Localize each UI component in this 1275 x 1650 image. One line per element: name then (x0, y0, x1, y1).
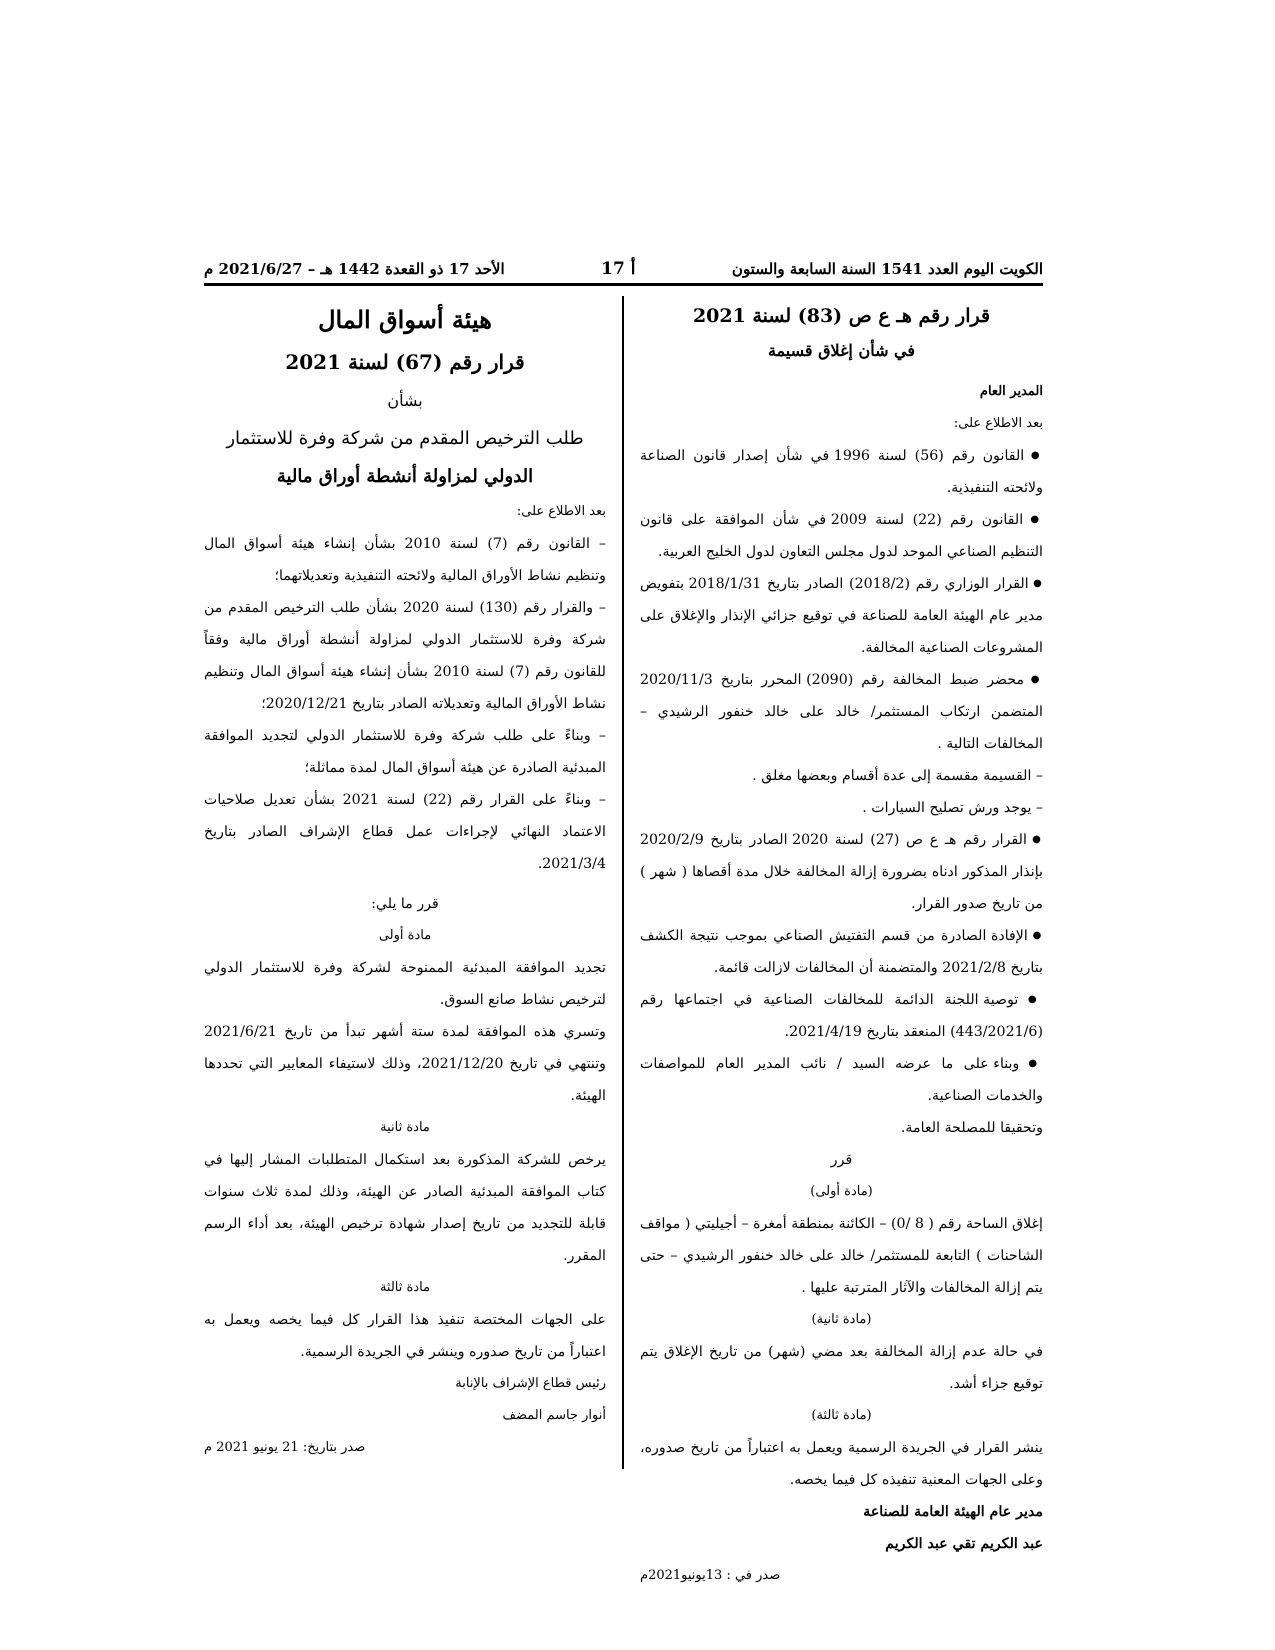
review-item: – وبناءً على طلب شركة وفرة للاستثمار الدولي لتجديد الموافقة المبدئية الصادرة عن هيئة أسواق المال لمدة مماثلة؛ (204, 728, 606, 776)
article-1-title: (مادة أولى) (810, 1184, 873, 1199)
authority-name: هيئة أسواق المال (318, 305, 492, 334)
article-3-title: (مادة ثالثة) (811, 1408, 872, 1423)
article-2-title: (مادة ثانية) (811, 1312, 872, 1327)
subject-line-2: الدولي لمزاولة أنشطة أوراق مالية (276, 466, 534, 487)
review-item: ● القانون رقم (56) لسنة 1996 في شأن إصدار قانون الصناعة ولائحته التنفيذية. (640, 440, 1043, 504)
after-review-label: بعد الاطلاع على: (516, 504, 606, 519)
article-1-title: مادة أولى (378, 928, 432, 943)
subject-line-1: طلب الترخيص المقدم من شركة وفرة للاستثمار (226, 428, 584, 449)
violation-item: – يوجد ورش تصليح السيارات . (862, 800, 1043, 816)
signatory-name: أنوار جاسم المضف (502, 1408, 606, 1423)
header-date: الأحد 17 ذو القعدة 1442 هـ – 2021/6/27 م (204, 260, 505, 278)
review-item: ● القرار الوزاري رقم (2018/2) الصادر بتاريخ 2018/1/31 بتفويض مدير عام الهيئة العامة للصناعة في توقيع جزائي الإنذار والإغلاق على المشروعات الصناعية المخالفة. (640, 568, 1043, 664)
decision-83-subtitle: في شأن إغلاق قسيمة (767, 341, 916, 360)
review-item: – القانون رقم (7) لسنة 2010 بشأن إنشاء هيئة أسواق المال وتنظيم نشاط الأوراق المالية ولائحته التنفيذية وتعديلاتهما؛ (204, 536, 606, 584)
issue-date: صدر بتاريخ: 21 يونيو 2021 م (204, 1440, 366, 1455)
signatory-title: رئيس قطاع الإشراف بالإنابة (455, 1376, 606, 1391)
column-divider (622, 296, 624, 1469)
decided-label: قرر ما يلي: (371, 896, 439, 912)
page-header (204, 255, 1043, 286)
violation-item: – القسيمة مقسمة إلى عدة أقسام وبعضها مغلق . (752, 768, 1043, 784)
decision-83-column (640, 298, 1043, 1592)
article-3-title: مادة ثالثة (379, 1280, 431, 1295)
article-3-text: على الجهات المختصة تنفيذ هذا القرار كل فيما يخصه ويعمل به اعتباراً من تاريخ صدوره وينشر في الجريدة الرسمية. (204, 1312, 606, 1360)
decision-67-column (204, 298, 606, 1464)
signatory-name: عبد الكريم تقي عبد الكريم (885, 1536, 1043, 1552)
regarding-label: بشأن (387, 391, 423, 410)
review-item: ● وبناء على ما عرضه السيد / نائب المدير العام للمواصفات والخدمات الصناعية. (640, 1048, 1043, 1112)
decision-83-title: قرار رقم هـ ع ص (83) لسنة 2021 (692, 305, 991, 327)
review-item: – والقرار رقم (130) لسنة 2020 بشأن طلب الترخيص المقدم من شركة وفرة للاستثمار الدولي لمزاولة أنشطة أوراق مالية وفقاً للقانون رقم (7) لسنة 2010 بشأن إنشاء هيئة أسواق المال وتنظيم نشاط الأوراق المالية وتعديلاته الصادر بتاريخ 2020/12/21؛ (204, 600, 607, 712)
signatory-title: مدير عام الهيئة العامة للصناعة (863, 1504, 1043, 1520)
article-3-text: ينشر القرار في الجريدة الرسمية ويعمل به اعتباراً من تاريخ صدوره، وعلى الجهات المعنية تنفيذه كل فيما يخصه. (640, 1440, 1043, 1488)
decision-67-title: قرار رقم (67) لسنة 2021 (285, 350, 525, 374)
after-review-label: بعد الاطلاع على: (953, 416, 1043, 431)
issue-date: صدر في : 13يونيو2021م (640, 1568, 781, 1583)
public-interest: وتحقيقا للمصلحة العامة. (900, 1120, 1043, 1136)
review-item: ● القرار رقم هـ ع ص (27) لسنة 2020 الصادر بتاريخ 2020/2/9 بإنذار المذكور ادناه بضرورة إزالة المخالفة خلال مدة أقصاها ( شهر ) من تاريخ صدور القرار. (640, 824, 1043, 920)
article-1-validity: وتسري هذه الموافقة لمدة ستة أشهر تبدأ من تاريخ 2021/6/21 وتنتهي في تاريخ 2021/12/20، وذلك لاستيفاء المعايير التي تحددها الهيئة. (204, 1024, 607, 1104)
article-2-title: مادة ثانية (380, 1120, 430, 1135)
article-2-text: يرخص للشركة المذكورة بعد استكمال المتطلبات المشار إليها في كتاب الموافقة المبدئية الصادر عن الهيئة، وذلك لمدة ثلاث سنوات قابلة للتجديد من تاريخ إصدار شهادة ترخيص الهيئة، بعد أداء الرسم المقرر. (204, 1152, 606, 1264)
page-number: أ 17 (601, 259, 636, 279)
article-2-text: في حالة عدم إزالة المخالفة بعد مضي (شهر) من تاريخ الإغلاق يتم توقيع جزاء أشد. (640, 1344, 1043, 1392)
review-item: ● محضر ضبط المخالفة رقم (2090) المحرر بتاريخ 2020/11/3 المتضمن ارتكاب المستثمر/ خالد على خالد خنفور الرشيدي – المخالفات التالية . (640, 664, 1043, 760)
director-label: المدير العام (979, 384, 1043, 399)
review-item: ● الإفادة الصادرة من قسم التفتيش الصناعي بموجب نتيجة الكشف بتاريخ 2021/2/8 والمتضمنة أن المخالفات لازالت قائمة. (640, 920, 1043, 984)
decided-label: قرر (830, 1152, 853, 1168)
header-publication: الكويت اليوم العدد 1541 السنة السابعة والستون (731, 260, 1043, 278)
review-item: – وبناءً على القرار رقم (22) لسنة 2021 بشأن تعديل صلاحيات الاعتماد النهائي لإجراءات عمل قطاع الإشراف الصادر بتاريخ 2021/3/4. (204, 792, 606, 872)
article-1-text: إغلاق الساحة رقم ( 8 /0) – الكائنة بمنطقة أمغرة – أجيليتي ( مواقف الشاحنات ) التابعة للمستثمر/ خالد على خالد خنفور الرشيدي – حتى يتم إزالة المخالفات والآثار المترتبة عليها . (640, 1216, 1043, 1296)
review-item: ● توصية اللجنة الدائمة للمخالفات الصناعية في اجتماعها رقم (443/2021/6) المنعقد بتاريخ 2021/4/19. (640, 984, 1043, 1048)
review-item: ● القانون رقم (22) لسنة 2009 في شأن الموافقة على قانون التنظيم الصناعي الموحد لدول مجلس التعاون لدول الخليج العربية. (640, 504, 1043, 568)
article-1-text: تجديد الموافقة المبدئية الممنوحة لشركة وفرة للاستثمار الدولي لترخيص نشاط صانع السوق. (204, 960, 606, 1008)
